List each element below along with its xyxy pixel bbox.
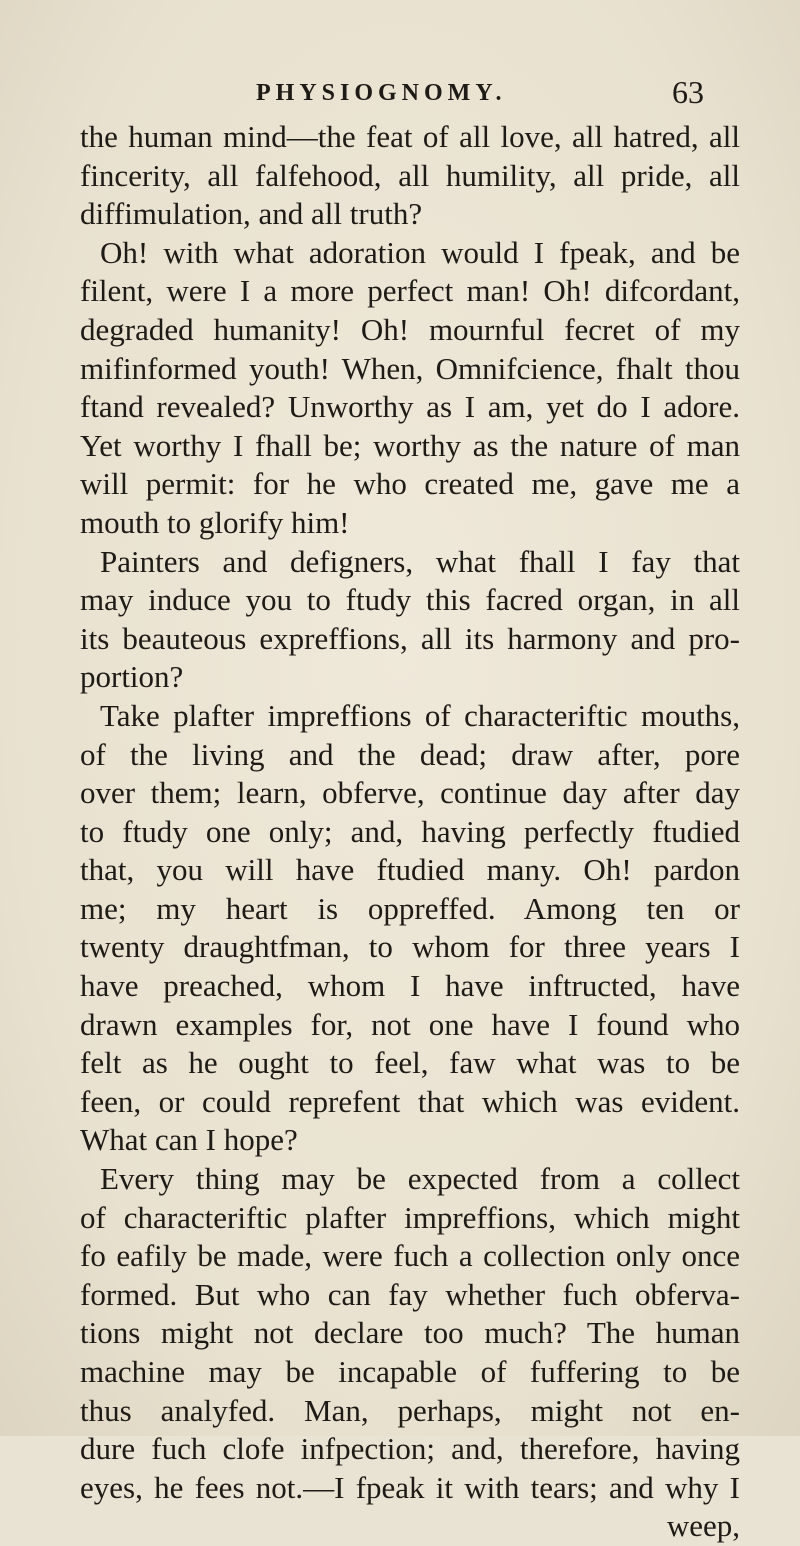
text-line: What can I hope? — [80, 1122, 298, 1158]
text-line: mouth to glorify him! — [80, 504, 350, 540]
text-line: fincerity, all falfehood, all humility, all pride, all — [80, 157, 740, 193]
text-line: have preached, whom I have inftructed, have — [80, 968, 740, 1004]
text-line: formed. But who can fay whether fuch obferva- — [80, 1276, 740, 1312]
text-line: eyes, he fees not.—I fpeak it with tears; and why I — [80, 1469, 740, 1505]
text-line: to ftudy one only; and, having perfectly ftudied — [80, 813, 740, 849]
running-head — [0, 74, 800, 114]
text-line: felt as he ought to feel, faw what was to be — [80, 1045, 740, 1081]
text-line: Oh! with what adoration would I fpeak, and be — [100, 234, 740, 270]
text-line: filent, were I a more perfect man! Oh! difcordant, — [80, 273, 740, 309]
page-number: 63 — [672, 74, 704, 110]
text-line: me; my heart is oppreffed. Among ten or — [80, 890, 740, 926]
text-line: portion? — [80, 659, 184, 695]
text-line: machine may be incapable of fuffering to be — [80, 1354, 740, 1389]
running-title: PHYSIOGNOMY. — [256, 80, 507, 106]
text-line: Take plafter impreffions of characteriftic mouths, — [100, 697, 740, 733]
text-line: degraded humanity! Oh! mournful fecret of my — [80, 311, 740, 347]
text-line: mifinformed youth! When, Omnifcience, fhalt thou — [80, 350, 740, 386]
text-line: Every thing may be expected from a collect — [100, 1161, 740, 1197]
text-line: ftand revealed? Unworthy as I am, yet do I adore. — [80, 389, 740, 425]
text-line: tions might not declare too much? The human — [80, 1315, 740, 1351]
text-line: drawn examples for, not one have I found who — [80, 1006, 740, 1042]
text-line: Yet worthy I fhall be; worthy as the nature of man — [80, 427, 740, 463]
text-line: that, you will have ftudied many. Oh! pardon — [80, 852, 740, 888]
text-line: the human mind—the feat of all love, all hatred, all — [80, 119, 740, 154]
text-line: may induce you to ftudy this facred organ, in all — [80, 582, 740, 618]
text-line: its beauteous expreffions, all its harmony and pro- — [80, 620, 740, 656]
text-line: feen, or could reprefent that which was evident. — [80, 1083, 740, 1119]
text-line: will permit: for he who created me, gave me a — [80, 466, 740, 502]
text-line: Painters and defigners, what fhall I fay that — [100, 543, 740, 579]
text-line: over them; learn, obferve, continue day after day — [80, 775, 740, 811]
text-line: of characteriftic plafter impreffions, which might — [80, 1199, 740, 1235]
text-line: diffimulation, and all truth? — [80, 196, 423, 232]
text-line: twenty draughtfman, to whom for three years I — [80, 929, 740, 965]
text-line: dure fuch clofe infpection; and, therefore, having — [80, 1431, 740, 1467]
text-line: fo eafily be made, were fuch a collection only once — [80, 1238, 740, 1274]
catchword: weep, — [666, 1508, 740, 1544]
text-line: thus analyfed. Man, perhaps, might not en- — [80, 1392, 740, 1428]
text-line: of the living and the dead; draw after, pore — [80, 736, 740, 772]
body-text — [80, 118, 740, 1546]
